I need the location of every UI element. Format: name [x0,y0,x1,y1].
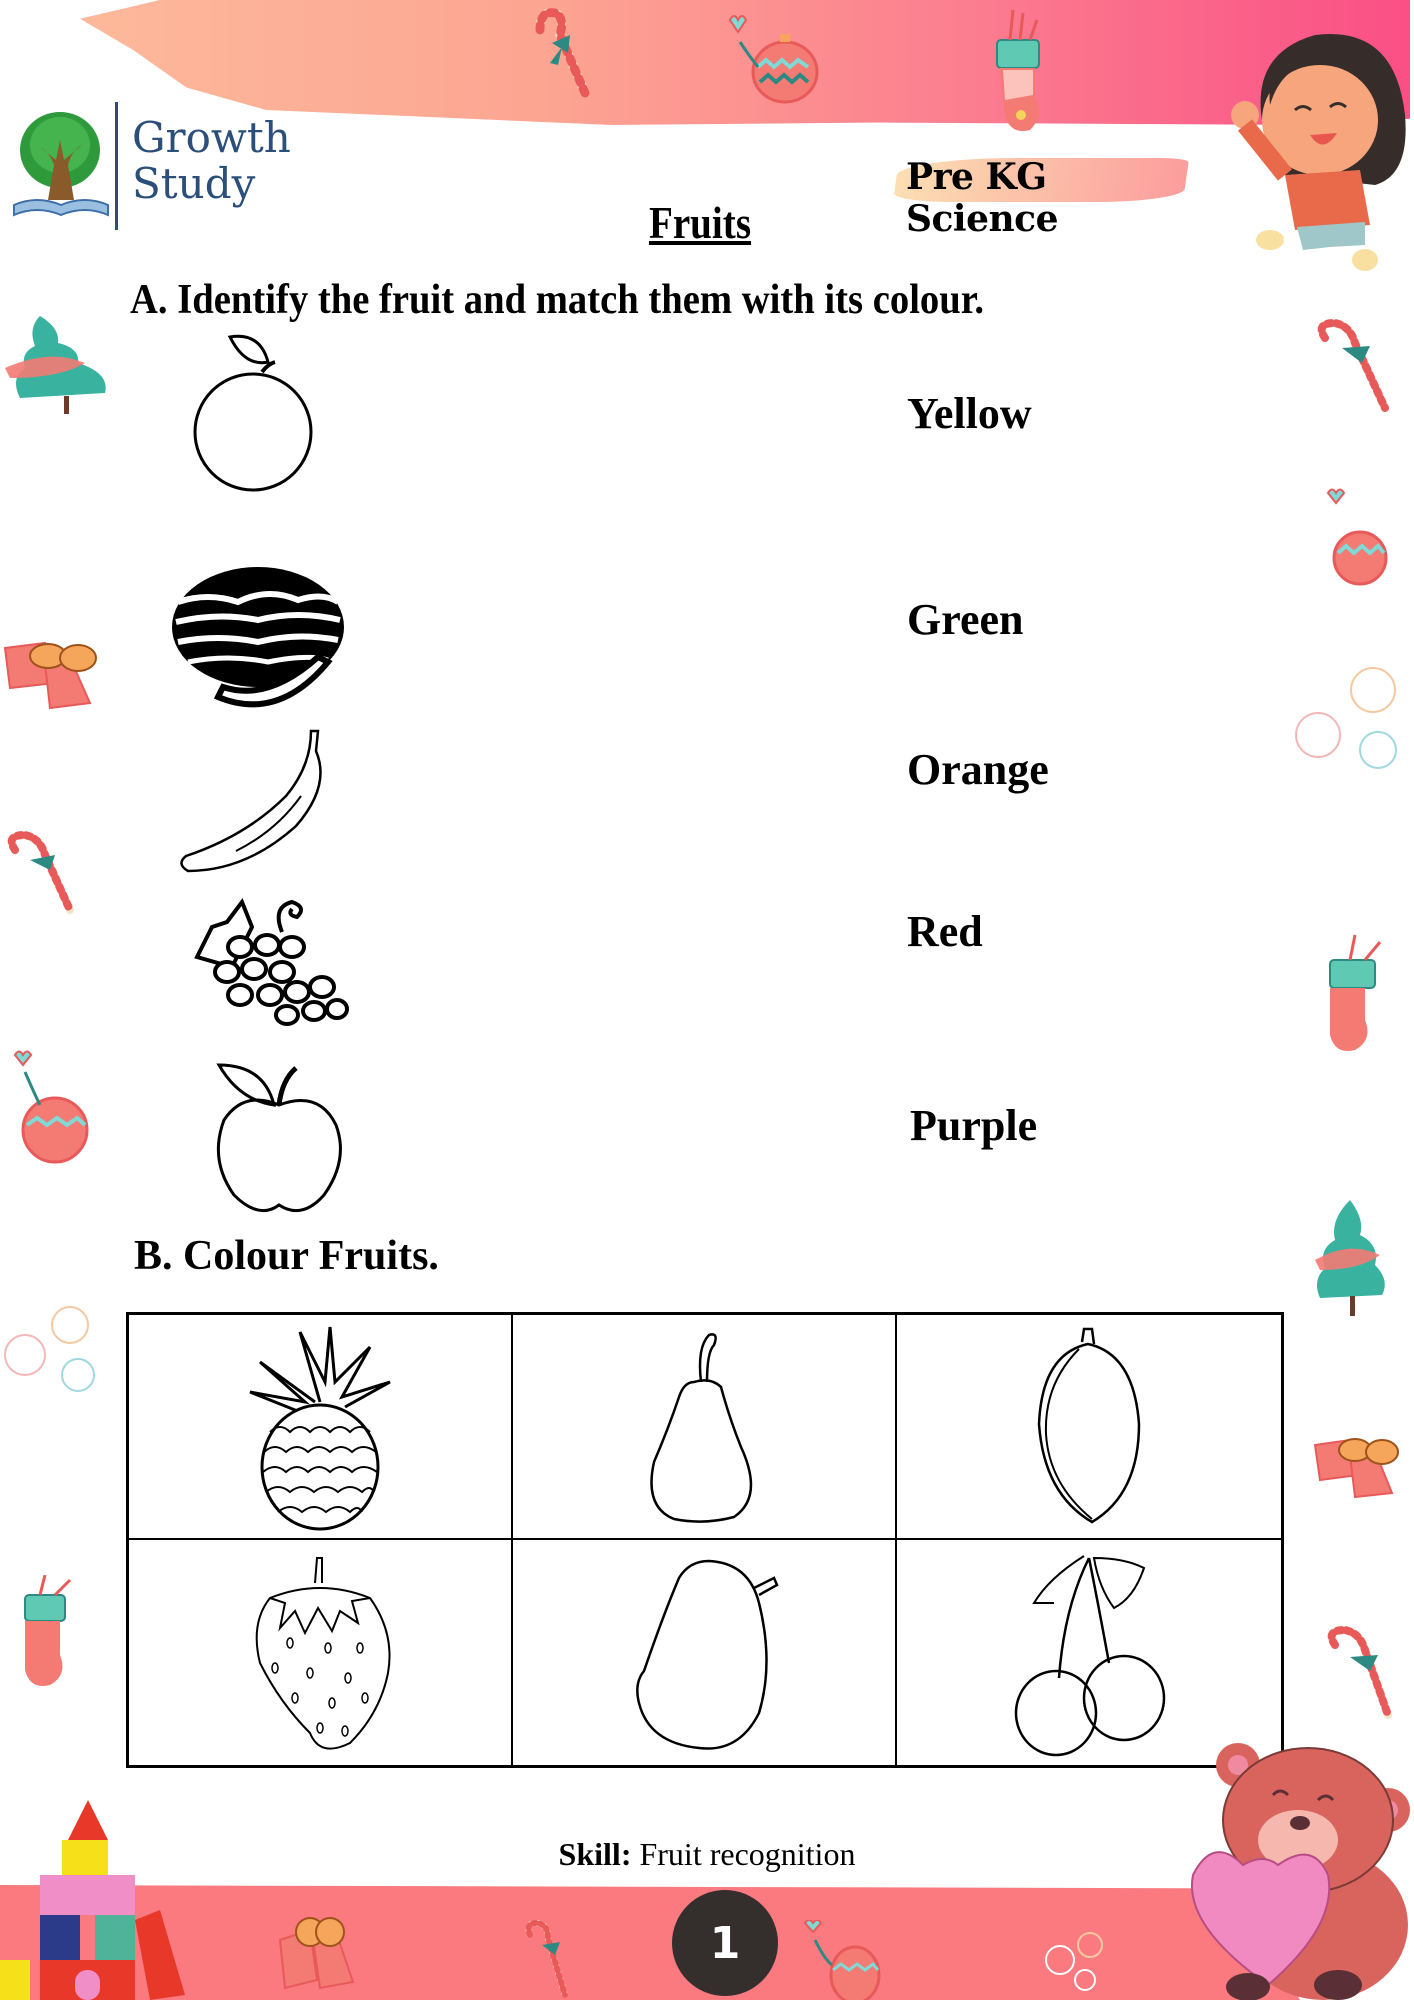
pineapple-fruit-icon [230,1322,410,1532]
teddy-bear-heart-illustration [1178,1735,1414,2000]
ornament-icon [720,12,830,107]
candy-cane-icon [1320,1625,1400,1725]
subject-label: Pre KG Science [906,156,1058,240]
logo-divider [115,102,118,230]
page-title: Fruits [648,197,752,248]
candy-cane-icon [1310,318,1400,418]
colour-label-orange: Orange [907,745,1049,794]
grid-cell-pineapple [129,1315,513,1540]
candy-cane-icon [510,5,600,100]
banana-fruit-icon [176,726,331,876]
growth-study-logo [12,100,291,230]
ornament-icon [800,1920,910,2000]
candy-cane-icon [520,1920,580,2000]
colour-label-green: Green [907,595,1024,644]
christmas-bells-icon [1310,1425,1410,1515]
toy-blocks-icon [0,1795,200,2000]
lemon-fruit-icon [1024,1324,1154,1529]
christmas-tree-icon [0,308,120,418]
pear-fruit-icon [639,1327,769,1527]
ornament-icon [5,1050,105,1170]
ornament-icon [1320,488,1400,588]
mango-fruit-icon [609,1553,799,1753]
grid-cell-pear [513,1315,897,1540]
candy-cane-icon [0,830,80,920]
section-b-heading: B. Colour Fruits. [134,1233,439,1279]
colour-label-purple: Purple [910,1101,1038,1150]
orange-fruit-icon [190,332,320,497]
skill-label: Skill: [558,1836,632,1872]
stocking-icon [0,1575,110,1695]
grid-cell-mango [513,1540,897,1765]
stocking-icon [975,5,1060,135]
colour-label-yellow: Yellow [907,389,1032,438]
brand-line-2: Study [132,159,256,208]
skill-value: Fruit recognition [631,1836,856,1872]
girl-mascot-illustration [1225,15,1414,275]
section-a-heading: A. Identify the fruit and match them with its colour. [130,277,985,323]
colour-label-red: Red [907,907,983,956]
page-number-badge: 1 [672,1890,778,1996]
grid-cell-strawberry [129,1540,513,1765]
colouring-grid [126,1312,1284,1768]
strawberry-fruit-icon [240,1553,400,1753]
snowflakes-icon [0,1295,110,1395]
christmas-bells-icon [275,1910,365,1995]
snowflakes-icon [1288,660,1408,780]
grid-cell-lemon [897,1315,1281,1540]
tree-book-logo-icon [12,105,110,225]
grapes-fruit-icon [192,897,352,1027]
subject-tag [896,152,1186,240]
apple-fruit-icon [214,1060,349,1215]
grid-cell-cherries [897,1540,1281,1765]
stocking-icon [1305,930,1405,1060]
christmas-tree-icon [1310,1190,1390,1330]
watermelon-fruit-icon [168,562,348,710]
christmas-bells-icon [0,628,120,728]
snowflakes-icon [1040,1925,1110,1995]
brand-line-1: Growth [132,113,291,162]
cherries-fruit-icon [994,1548,1184,1758]
